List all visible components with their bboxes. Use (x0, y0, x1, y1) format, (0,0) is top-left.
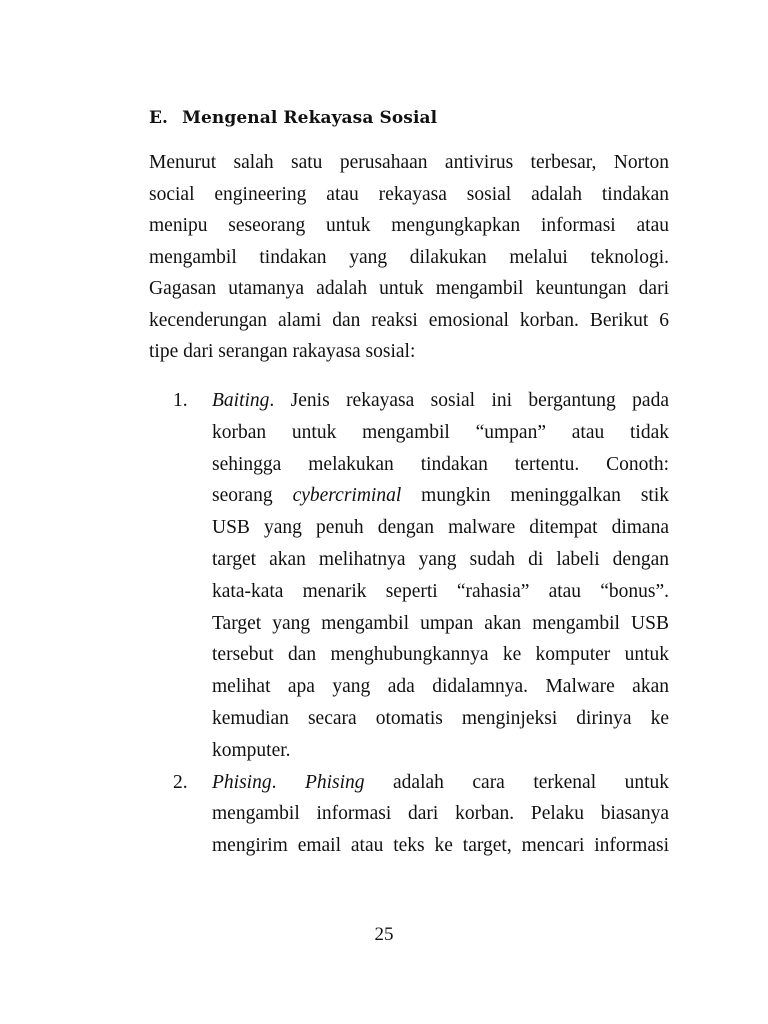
list-item-phising (149, 767, 669, 862)
intro-paragraph (149, 147, 669, 368)
line-text: seorang (212, 485, 293, 507)
attack-type-list (149, 385, 669, 862)
list-number: 1. (173, 390, 188, 411)
paragraph-line (212, 480, 669, 512)
paragraph-line: Target yang mengambil umpan akan mengambil USB (212, 612, 669, 634)
list-number: 2. (173, 771, 188, 793)
paragraph-line: sehingga melakukan tindakan tertentu. Conoth: (212, 453, 669, 475)
paragraph-line: mengambil tindakan yang dilakukan melalui teknologi. (149, 246, 669, 268)
section-title: Mengenal Rekayasa Sosial (182, 108, 438, 128)
term-cybercriminal: cybercriminal (292, 485, 402, 507)
paragraph-line: kata-kata menarik seperti “rahasia” atau “bonus”. (212, 580, 669, 602)
list-item-body (212, 385, 669, 767)
paragraph-line: menipu seseorang untuk mengungkapkan informasi atau (149, 215, 669, 236)
paragraph-line: komputer. (212, 739, 291, 761)
list-item-body (212, 767, 669, 862)
paragraph-line: tipe dari serangan rakayasa sosial: (149, 341, 416, 362)
term-baiting: Baiting (212, 390, 270, 411)
line-text: mungkin meninggalkan stik (401, 485, 669, 507)
paragraph-line: Gagasan utamanya adalah untuk mengambil keuntungan dari (149, 278, 669, 299)
paragraph-line: mengambil informasi dari korban. Pelaku biasanya (212, 803, 669, 825)
paragraph-line: kemudian secara otomatis menginjeksi dirinya ke (212, 707, 669, 729)
paragraph-line: tersebut dan menghubungkannya ke komputer untuk (212, 644, 669, 666)
paragraph-line: social engineering atau rekayasa sosial adalah tindakan (149, 183, 669, 205)
page-number: 25 (374, 924, 394, 945)
paragraph-line: target akan melihatnya yang sudah di labeli dengan (212, 548, 669, 570)
paragraph-line: kecenderungan alami dan reaksi emosional korban. Berikut 6 (149, 309, 669, 331)
line-text: adalah cara terkenal untuk (364, 771, 670, 793)
paragraph-line: Menurut salah satu perusahaan antivirus terbesar, Norton (149, 152, 669, 173)
line-text: . (271, 771, 305, 793)
term-phising: Phising (212, 771, 272, 793)
paragraph-line: mengirim email atau teks ke target, mencari informasi (212, 835, 669, 857)
paragraph-line (212, 385, 669, 417)
paragraph-line (212, 767, 669, 799)
section-heading (149, 108, 437, 128)
line-text: . Jenis rekayasa sosial ini bergantung pada (269, 390, 669, 411)
section-letter: E. (149, 108, 169, 128)
paragraph-line: USB yang penuh dengan malware ditempat dimana (212, 517, 669, 539)
paragraph-line: korban untuk mengambil “umpan” atau tidak (212, 421, 669, 443)
paragraph-line: melihat apa yang ada didalamnya. Malware akan (212, 676, 669, 698)
term-phising-repeat: Phising (304, 771, 365, 793)
list-item-baiting (149, 385, 669, 767)
